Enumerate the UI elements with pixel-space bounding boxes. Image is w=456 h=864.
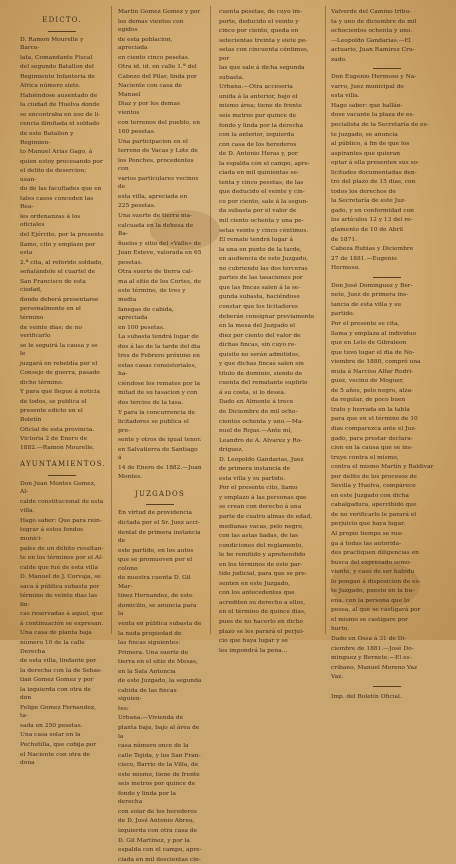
text-line: Otra suerte de tierra cal- (118, 269, 193, 276)
text-line: fondo y linda por la derecha (219, 122, 304, 129)
text-line: condiciones del reglamento, (219, 542, 304, 549)
divider (373, 686, 401, 687)
text-line: venta en pública subasta de (118, 621, 202, 627)
text-line: Consejo de guerra, pasado (20, 370, 100, 377)
text-line: 225 pesetas. (118, 203, 156, 210)
text-line: la espalda con el campo, apre- (219, 160, 310, 167)
text-line: fanegas de cabida, apreciada (118, 306, 174, 322)
text-line: ochocientos ochenta y uno. (331, 28, 413, 35)
text-line: ena, con la persona que lo (331, 597, 410, 604)
text-line: pues de no hacerlo en dicho (219, 619, 303, 625)
text-line: D. Gil Martinez, y por la (118, 837, 190, 844)
text-line: dictada por el Sr. Juez acci- (118, 519, 200, 526)
text-line: subasta. (219, 74, 244, 81)
edicto-signoff: Victoria 2 de Enero de 1882.—Ramon Mourelle. (20, 436, 95, 451)
text-line: cabalgadura, apercibido que (331, 502, 417, 509)
text-line: constar que los licitadores (219, 303, 298, 310)
text-line: truye contra el mismo, (331, 454, 399, 461)
text-line: ciada en mil doscientas cin- (118, 856, 201, 863)
text-line: des practiquen diligencias en (331, 550, 419, 557)
text-line: nete, Juez de primera ins- (331, 292, 409, 299)
text-line: se le seguirá la causa y se le (20, 342, 98, 358)
text-line: estas casas consistoriales, ha- (118, 362, 197, 378)
text-line: D. Manuel de J. Corvaja, se (20, 574, 101, 581)
text-line: la ciudad de Huelva donde (20, 102, 100, 109)
text-line: plazo se les parará el perjui- (219, 628, 304, 635)
text-line: mula á Narciso Alfar Rodri- (331, 368, 414, 375)
text-line: este mismo, tiene de frente (118, 771, 200, 778)
text-line: da subasta por el valor de (219, 208, 297, 215)
divider (373, 68, 401, 69)
text-line: Diaz y por los demas vientos (118, 101, 181, 117)
text-line: lata, Comandante Fiscal (20, 54, 93, 61)
text-line: En virtud de providencia (118, 510, 193, 517)
text-line: cuenta del rematante suplirlo (219, 380, 308, 387)
text-line: aspirantes que quieran (331, 150, 401, 157)
text-line: pales de un débito resultan- (20, 545, 104, 552)
text-line: ñuelos y sitio del «Valle» de (118, 240, 202, 247)
text-line: Oficial de esta provincia. (20, 426, 95, 433)
text-line: en la Sala Antoncia (118, 668, 176, 675)
text-line: le he remitido y aprehendido (219, 552, 306, 559)
text-line: Martin Gomez Gomez y por (118, 9, 201, 15)
text-line: La subasta tendrá lugar de (118, 334, 199, 341)
text-line: al público, á fin de que los (331, 141, 410, 148)
juez-municipal-notice (331, 73, 443, 272)
text-line: de nuestra cuenta D. Gil Mar- (118, 575, 191, 590)
text-line: cas reservadas á aquel, que (20, 611, 103, 618)
text-line: D. Leopoldo Gandarias, Juez (219, 456, 304, 463)
subasta-text (118, 8, 202, 408)
text-line: Habiéndose ausentado de (20, 92, 98, 99)
text-line: contra el mismo Martín y Baldivar (331, 464, 434, 471)
divider (48, 31, 76, 32)
text-line: D. Ramon Mourelle y Barce- (20, 36, 84, 52)
text-line: Urbana.—Otra accesoria (219, 84, 293, 91)
text-line: mismo área; tiene de frente (219, 103, 302, 110)
text-line: juzgará en rebeldía por el (20, 360, 98, 367)
text-line: de veinte dias; de no verificarlo (20, 324, 82, 340)
text-line: Primera. Una suerte de (118, 649, 189, 656)
text-line: seis metros por quince de (118, 781, 196, 788)
edicto-text (20, 36, 104, 435)
text-line: sente y otros de igual tenor. (118, 437, 202, 444)
text-line: acrediten su derecho a ellos, (219, 599, 306, 606)
text-line: seis metros por quince de (219, 113, 297, 120)
text-line: dichas fincas, sin cuyo re- (219, 342, 297, 349)
text-line: que en Lelo de Gibraleon (331, 340, 407, 347)
text-line: lo pongan á disposicion de es- (331, 578, 421, 585)
text-line: de este Juzgado, la segunda (118, 678, 202, 685)
text-line: cabida de las fincas siguien- (118, 687, 177, 703)
text-line: cribano, Manuel Moreno Vaz (331, 664, 418, 671)
text-line: varios particulares vecinos de (118, 175, 199, 191)
text-line: se crean con derecho á una (219, 504, 302, 511)
text-line: tinez Hernandez, de este (118, 593, 193, 600)
text-line: este partido, en los autos (118, 547, 194, 554)
text-line: llamo, cito y emplazo por esta (20, 241, 96, 257)
text-line: de todos, se publica el (20, 398, 87, 405)
text-line: señalándole el cuartel de (20, 269, 96, 276)
text-line: de no verificarlo le parará el (331, 511, 417, 518)
text-line: Hago saber: que hallán- (331, 102, 403, 109)
text-line: con solar de los herederos (118, 808, 197, 815)
section-heading-edicto: EDICTO. (42, 16, 82, 24)
text-line: los demas vientos con egidos (118, 18, 184, 34)
text-line: la izquierda con otra de don (20, 686, 92, 702)
text-line: el mismo se castigare por (331, 616, 408, 623)
text-line: número 10 de la calle Derecha (20, 640, 85, 655)
text-line: te juzgado, se anuncia (331, 131, 398, 138)
text-line: en ciento cinco pesetas. (118, 54, 190, 61)
text-line: todos los derechos de (331, 188, 396, 195)
text-line: espalda con el campo, apre- (118, 847, 202, 854)
text-line: quien estoy procesando por (20, 158, 103, 165)
text-line: mitad de su tasacion y con (118, 390, 198, 397)
text-line: personalmente en el término (20, 306, 81, 321)
text-line: mil ciento ochenta y una pe- (219, 218, 304, 225)
text-line: planta baja, bajo al área de la (118, 725, 200, 740)
text-line: viembre de 1880, compró una (331, 359, 421, 366)
text-line: Una casa de planta baja (20, 630, 92, 637)
text-line: San Francisco de esta ciudad, (20, 278, 86, 294)
text-line: setas con cincuenta céntimos, por (219, 47, 309, 62)
text-line: Dado en Ossa á 31 de Di- (331, 636, 407, 642)
text-line: actuario, Juan Ramirez Cru- (331, 47, 415, 54)
text-line: titulo de dominio, siendo de (219, 370, 303, 377)
text-line: el delito de desercion; usan- (20, 168, 87, 183)
text-line: Dado en Almonte á trece (219, 399, 294, 406)
text-line: ciembre de 1881.—José Do- (331, 645, 414, 652)
text-line: medianas vacas, pelo negro, (219, 523, 304, 530)
text-line: Sevilla y Huelva, compárece (331, 483, 416, 490)
text-line: Leandro de A. Alvarez y Ro- (219, 437, 303, 444)
section-heading-juzgados: JUZGADOS (135, 489, 185, 498)
text-line: 14 de Enero de 1882.—Juan (118, 464, 202, 471)
text-line: Y para que llegue á noticia (20, 389, 101, 396)
text-line: Regimiento Infanteria de (20, 73, 95, 80)
column-rule (325, 6, 326, 634)
text-line: que tuvo lugar el dia de No- (331, 349, 415, 356)
text-line: domicilio, se anuncia para la (118, 602, 197, 618)
text-line: guez, vecino de Moguer, (331, 378, 404, 385)
valverde-closing-text (331, 8, 443, 64)
juzgados-text (118, 509, 202, 864)
text-line: pesetas. (118, 259, 143, 266)
column-rule (111, 6, 112, 634)
text-line: te Juzgado, puesto en la bu- (331, 588, 415, 595)
text-line: Vaz. (331, 674, 344, 681)
text-line: cinco por ciento, queda en (219, 28, 299, 35)
text-line: viente, y caso de ser habido (331, 569, 415, 576)
text-line: donde deberá presentarse (20, 296, 99, 303)
ayuntamientos-text (20, 480, 104, 768)
text-line: 2.ª cita, al referido soldado, (20, 259, 104, 266)
text-line: tro del plazo de 15 dias, con (331, 179, 416, 186)
text-line: por delito de los procesos de (331, 473, 417, 480)
text-line: tenta y cinco pesetas, de las (219, 179, 304, 186)
column-2 (118, 8, 202, 863)
text-line: villa. (20, 508, 35, 515)
text-line: del Ejército, por la presente (20, 232, 104, 239)
text-line: minguez y Bernete.—El es- (331, 655, 412, 662)
juzgado-notice-text (219, 8, 319, 655)
text-line: cio que haya lugar y se (219, 638, 288, 645)
text-line: cientos ochenta y uno.—Ma- (219, 418, 304, 425)
text-line: porte, deducido el veinte y (219, 18, 299, 25)
text-line: optar á ella presenten sus so- (331, 160, 420, 167)
text-line: de primera instancia de (219, 466, 291, 473)
text-line: ma al sitio de los Cortes, de (118, 278, 202, 285)
text-line: tales casos conceden las Rea- (20, 195, 94, 211)
text-line: con las astas liadas, de las (219, 533, 298, 540)
text-line: dose vacante la plaza de es- (331, 112, 415, 119)
text-line: en el término de quince dias, (219, 609, 306, 616)
text-line: Una suerte de tierra ma- (118, 213, 192, 220)
text-line: saca á pública subasta por (20, 583, 100, 590)
text-line: Otra id. id. en calle 1.ª del (118, 64, 197, 71)
text-line: á continuación se expresan. (20, 620, 104, 627)
text-line: Don Juan Montes Gomez, Al- (20, 480, 96, 496)
text-line: unida á la anterior, bajo el (219, 93, 298, 100)
text-line: ga á todas las autorida- (331, 540, 402, 547)
text-line: Urbana.—Vivienda de (118, 715, 184, 722)
text-line: la derecha con la de Sebas- (20, 667, 103, 674)
text-line: 27 de 1881.—Eugenio (331, 255, 397, 262)
text-line: 160 pesetas. (118, 129, 156, 136)
column-3 (219, 8, 319, 654)
text-line: en 100 pesetas. (118, 324, 165, 331)
text-line: Valverde del Camino tribu- (331, 9, 412, 15)
text-line: dental de primera instancia de (118, 529, 201, 545)
text-line: tian Gomez Gomez y por (20, 677, 94, 684)
text-line: glamento de 10 de Abril (331, 227, 404, 234)
text-line: gunda subasta, haciéndose (219, 294, 300, 301)
text-line: fondo y linda por la derecha (118, 790, 177, 806)
text-line: setas veinte y cinco céntimos. (219, 227, 309, 234)
text-line: se encontraba en uso de li- (20, 111, 101, 118)
text-line: las fincas siguientes: (118, 640, 181, 647)
text-line: deberán consignar previamente (219, 313, 315, 320)
text-line: las que sale á dicha segunda (219, 65, 305, 72)
text-line: calde constitucional de esta (20, 498, 104, 505)
text-line: esta villa y su partido. (219, 475, 285, 482)
text-line: Montes. (118, 474, 143, 481)
text-line: no cubriendo las dos terceras (219, 265, 308, 272)
text-line: izquierda con otra casa de (118, 828, 197, 835)
text-line: tancia de esta villa y su (331, 301, 402, 308)
text-line: nuel de Rojas.—Ante mí, (219, 428, 293, 435)
text-line: tres de Febrero próximo en (118, 353, 200, 360)
divider (373, 277, 401, 278)
text-line: Por el presente se cita, (331, 320, 400, 327)
text-line: terreno de Vacas y Lote de (118, 148, 198, 155)
text-line: el Naciente con otra de dona (20, 751, 90, 767)
text-line: á su costa, si lo desea. (219, 389, 286, 396)
text-line: Y para la concurrencia de (118, 409, 195, 416)
text-line: dicho término. (20, 379, 64, 386)
text-line: casa número once de la (118, 743, 189, 750)
text-line: y que dichas fincas salen sin (219, 361, 304, 368)
text-line: licitadores se publica el pre- (118, 419, 189, 434)
text-line: del segundo Batallon del (20, 64, 94, 71)
text-line: cisco, Barrio de la Villa, de (118, 762, 199, 769)
text-line: Una casa solar en la (20, 732, 81, 739)
subasta-closing-text (118, 409, 202, 482)
text-line: Naciente con casa de Manuel (118, 83, 182, 98)
text-line: de 5 años, pelo negro, alza- (331, 387, 414, 394)
text-line: que deducido el veinte y cin- (219, 189, 305, 196)
text-line: con casa de los herederos (219, 141, 297, 148)
text-line: les impondrá la pena... (219, 647, 288, 654)
text-line: da regular, de poco buen (331, 397, 406, 404)
text-line: tierra en el sitio de Mesas, (118, 659, 198, 666)
text-line: Cabeza Rubias y Diciembre (331, 246, 414, 253)
text-line: con la anterior, izquierda (219, 132, 295, 139)
text-line: de este Batallon y Regimien- (20, 131, 74, 146)
text-line: licitudes documentadas den- (331, 169, 417, 176)
text-line: ciéndose los remates por la (118, 380, 201, 387)
text-line: Don José Dominguez y Ber- (331, 282, 413, 289)
text-line: Una participacion en el (118, 138, 188, 145)
text-line: en este Juzgado con dicha (331, 492, 409, 499)
text-line: en la mesa del Juzgado el (219, 323, 296, 330)
text-line: tes: (118, 705, 129, 712)
text-line: calle Tejida, y los San Fran- (118, 752, 201, 759)
text-line: hurto. (331, 626, 350, 633)
text-line: los artículos 12 y 13 del re- (331, 217, 413, 224)
text-line: senten en este Juzgado, (219, 580, 290, 587)
text-line: Cabezo del Pilar, linda por (118, 73, 197, 80)
text-line: te en los términos por el Al- (20, 555, 103, 562)
text-line: Pechutilla, que cobija por (20, 742, 97, 749)
text-line: partido. (331, 311, 355, 318)
text-line: este término, de tres y media (118, 288, 186, 303)
text-line: dos tercios de la tasa. (118, 399, 184, 406)
text-line: y emplazo á las personas que (219, 494, 307, 501)
text-line: esta villa. (331, 93, 360, 100)
text-line: tido judicial, para que se pre- (219, 571, 307, 578)
text-line: posea, al que se castigará por (331, 607, 421, 614)
text-line: quisito no serán admitidos, (219, 351, 301, 358)
text-line: en Salvatierra de Santiago á (118, 446, 198, 462)
text-line: de 1871. (331, 236, 357, 243)
text-line: esta villa, apreciada en (118, 193, 188, 200)
text-line: de esta poblacion, apreciada (118, 36, 173, 52)
text-line: El remate tendrá lugar á (219, 237, 293, 244)
divider (146, 504, 174, 505)
text-line: con los antecedentes que (219, 590, 295, 597)
text-line: la Secretaría de este Juz- (331, 198, 406, 205)
text-line: diez por ciento del valor de (219, 332, 301, 339)
text-line: les ordenanzas á los oficiales (20, 213, 81, 229)
imprint-footer: Imp. del Boletín Oficial. (331, 693, 402, 700)
text-line: con terrenos del pueblo, en (118, 119, 201, 126)
text-line: partes de las tasaciones por (219, 275, 303, 282)
text-line: sada en 250 pesetas. (20, 722, 83, 729)
column-rule (210, 6, 211, 634)
text-line: busca del expresado semo- (331, 559, 412, 566)
text-line: ciada en mil quinientas se- (219, 170, 299, 177)
text-line: los Ponches, procedentes con (118, 157, 194, 173)
text-line: Hago saber: Que para rein- (20, 517, 102, 524)
text-line: Por el presente cito, llamo (219, 485, 298, 492)
text-line: de esta villa, lindante por (20, 658, 97, 665)
text-line: Don Eugenio Hermoso y Na- (331, 74, 417, 81)
text-line: que las fincas salen á la se- (219, 284, 301, 291)
text-line: pecialista de la Secretaría de es- (331, 122, 429, 129)
text-line: parte de cuatro almas de edad, (219, 513, 313, 520)
text-line: Hermoso. (331, 265, 360, 272)
text-line: la una en punto de la tarde, (219, 246, 302, 253)
text-line: Al propio tiempo se rue- (331, 530, 404, 537)
text-line: do de las facultades que en (20, 186, 102, 193)
text-line: llama y emplaza al individuo (331, 330, 417, 337)
text-line: calde que fué de esta villa (20, 564, 98, 571)
column-4 (331, 8, 443, 700)
text-line: gado, y en conformidad con (331, 207, 414, 214)
text-line: para que en el término de 10 (331, 416, 418, 423)
text-line: de D. José Antonio Abreu, (118, 818, 195, 825)
text-line: —Leopoldo Gandarias.—El (331, 37, 411, 44)
text-line: to Manuel Arias Gago, á (20, 149, 93, 156)
text-line: cencia ilimitada el soldado (20, 121, 100, 128)
column-1 (20, 8, 106, 767)
text-line: perjuicio que haya lugar. (331, 521, 406, 528)
text-line: setecientas treinta y siete pe- (219, 37, 308, 44)
text-line: trato y herrada en la tabla (331, 406, 410, 413)
divider (48, 475, 76, 476)
text-line: dos á las de la tarde del dia (118, 343, 201, 350)
text-line: cion en la causa que se ins- (331, 445, 413, 452)
text-line: presente edicto en el Boletín (20, 408, 83, 423)
text-line: en los términos de este par- (219, 561, 303, 568)
text-line: varro, Juez municipal de (331, 83, 404, 90)
text-line: gado, para prestar declara- (331, 435, 413, 442)
text-line: cuenta pesetas, de cuyo im- (219, 9, 302, 15)
text-line: dias comparezca ante el Juz- (331, 425, 417, 432)
text-line: que se promueven por el colono (118, 557, 193, 572)
juez-instancia-notice (331, 282, 443, 682)
text-line: Juan Esteve, valorada en 65 (118, 250, 202, 257)
text-line: tegrar á estos fondos munici- (20, 527, 84, 542)
text-line: término de veinte dias las fin- (20, 593, 98, 608)
text-line: Felipe Gomez Fernandez, ta- (20, 704, 96, 720)
text-line: co por ciento, sale á la segun- (219, 198, 309, 205)
text-line: calcuada en la dehesa de Ba- (118, 222, 194, 238)
text-line: Africa número siete. (20, 83, 81, 90)
text-line: driguez. (219, 447, 244, 454)
text-line: la nuda propiedad de (118, 630, 182, 637)
text-line: de Diciembre de mil ocho- (219, 408, 298, 415)
section-heading-ayuntamientos: AYUNTAMIENTOS. (20, 460, 106, 469)
text-line: de D. Antonio Heras y, por (219, 151, 298, 158)
text-line: zado. (331, 56, 347, 63)
text-line: en audiencia de este Juzgado, (219, 256, 309, 263)
text-line: ta y uno de diciembre de mil (331, 18, 417, 25)
